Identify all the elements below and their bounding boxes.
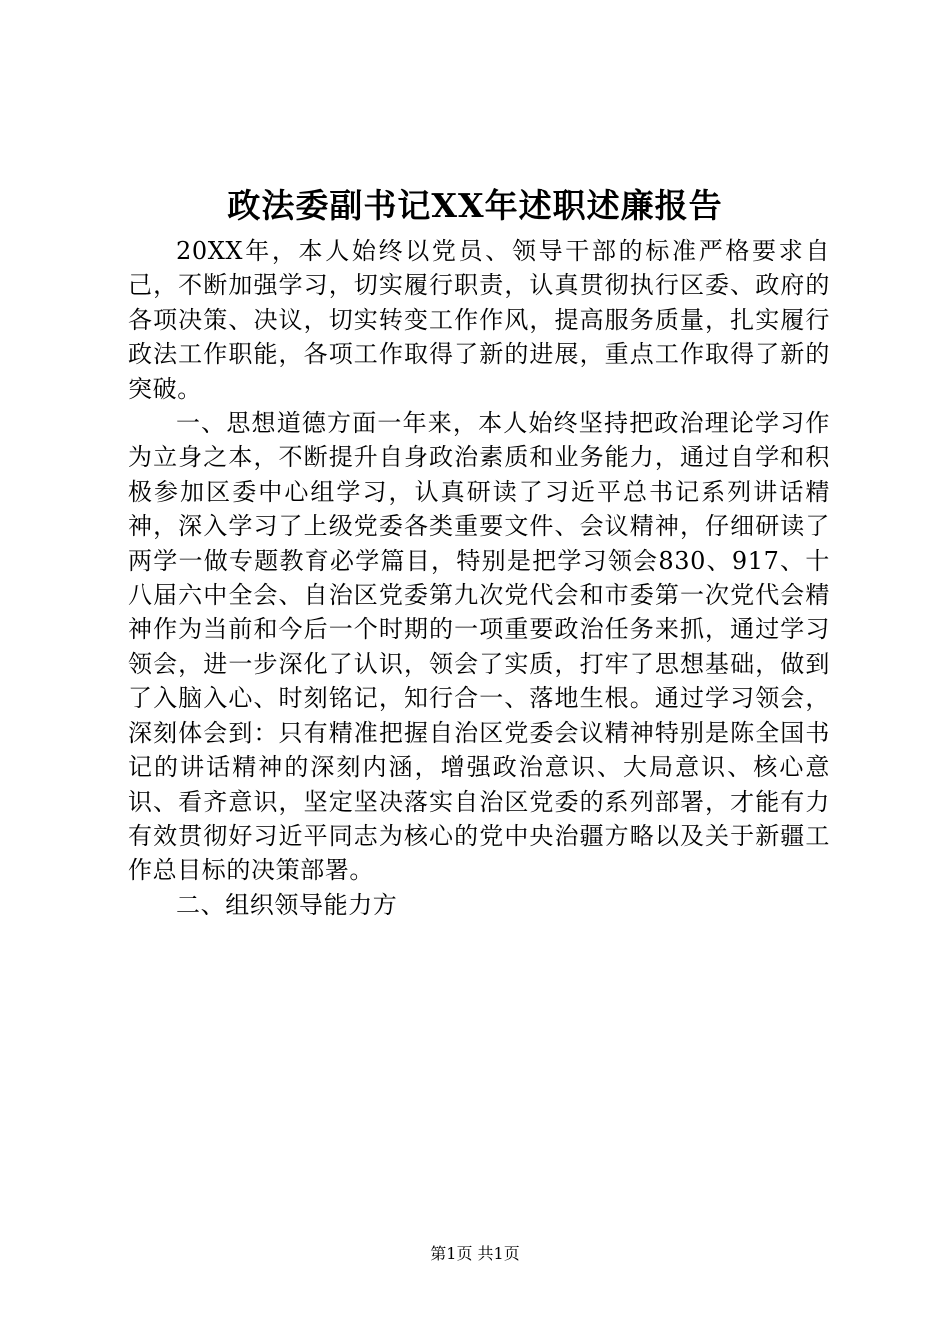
paragraph-intro: 20XX年，本人始终以党员、领导干部的标准严格要求自己，不断加强学习，切实履行职责，认真贯彻执行区委、政府的各项决策、决议，切实转变工作作风，提高服务质量，扎实履行政法工作职能，各项工作取得了新的进展，重点工作取得了新的突破。 bbox=[128, 237, 830, 403]
document-body bbox=[128, 234, 830, 922]
page-footer bbox=[0, 1242, 950, 1266]
paragraph-leadership: 二、组织领导能力方 bbox=[176, 890, 398, 919]
document-title: 政法委副书记XX年述职述廉报告 bbox=[227, 186, 723, 225]
paragraph-ideology: 一、思想道德方面一年来，本人始终坚持把政治理论学习作为立身之本，不断提升自身政治素质和业务能力，通过自学和积极参加区委中心组学习，认真研读了习近平总书记系列讲话精神，深入学习了上级党委各类重要文件、会议精神，仔细研读了两学一做专题教育必学篇目，特别是把学习领会830、917、十八届六中全会、自治区党委第九次党代会和市委第一次党代会精神作为当前和今后一个时期的一项重要政治任务来抓，通过学习领会，进一步深化了认识，领会了实质，打牢了思想基础，做到了入脑入心、时刻铭记，知行合一、落地生根。通过学习领会，深刻体会到：只有精准把握自治区党委会议精神特别是陈全国书记的讲话精神的深刻内涵，增强政治意识、大局意识、核心意识、看齐意识，坚定坚决落实自治区党委的系列部署，才能有力有效贯彻好习近平同志为核心的党中央治疆方略以及关于新疆工作总目标的决策部署。 bbox=[128, 409, 830, 885]
page-total: 共1页 bbox=[477, 1244, 520, 1263]
page-number: 第1页 bbox=[430, 1244, 473, 1263]
